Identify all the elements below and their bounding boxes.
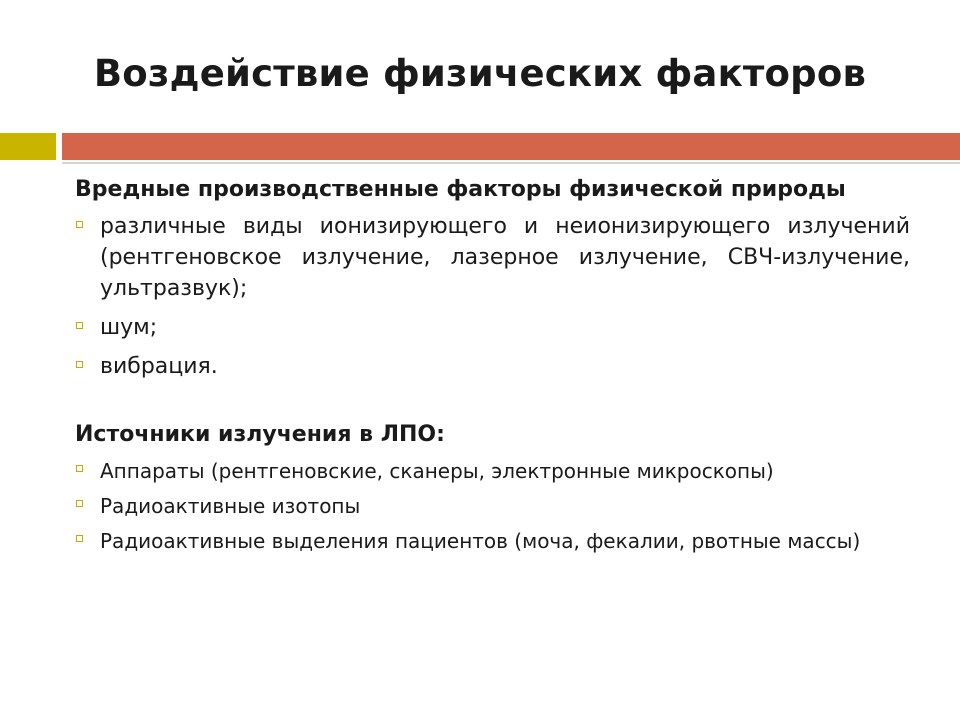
square-bullet-icon [76,465,83,472]
square-bullet-icon [76,221,83,228]
list-item-text: шум; [100,315,158,340]
list-item [75,351,910,382]
list-item [75,526,910,556]
list-item [75,312,910,343]
radiation-sources-list [75,456,910,556]
list-item [75,491,910,521]
square-bullet-icon [76,535,83,542]
list-item-text: Радиоактивные выделения пациентов (моча, фекалии, рвотные массы) [100,529,861,553]
slide-body [75,175,910,561]
square-bullet-icon [76,500,83,507]
section-heading-harmful-factors: Вредные производственные факторы физической природы [75,177,846,202]
list-item-text: Радиоактивные изотопы [100,494,361,518]
list-item [75,211,910,304]
list-item [75,456,910,486]
list-item-text: вибрация. [100,354,218,379]
slide-title: Воздействие физических факторов [93,52,867,95]
list-item-text: Аппараты (рентгеновские, сканеры, электронные микроскопы) [100,459,774,483]
accent-bar-right [62,133,960,160]
section-heading-radiation-sources: Источники излучения в ЛПО: [75,422,445,447]
accent-bar-left [0,133,56,160]
accent-divider-line [62,162,960,164]
harmful-factors-list [75,211,910,382]
square-bullet-icon [76,322,83,329]
list-item-text: различные виды ионизирующего и неионизирующего излучений (рентгеновское излучение, лазерное излучение, СВЧ-излучение, ультразвук); [100,214,910,301]
square-bullet-icon [76,361,83,368]
